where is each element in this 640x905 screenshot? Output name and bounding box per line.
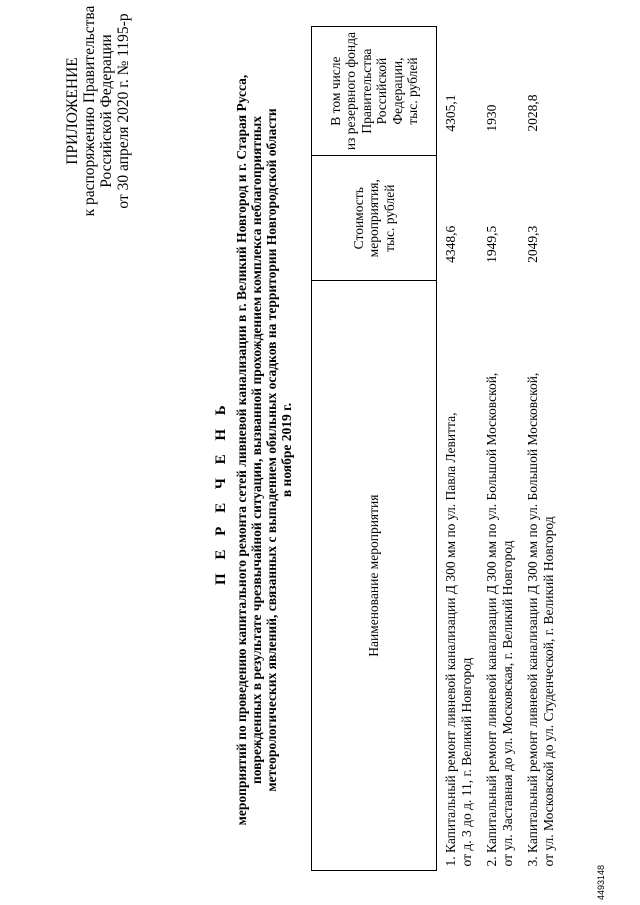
appendix-federation: Российской Федерации — [98, 34, 115, 188]
table-row — [437, 27, 485, 871]
title-line: мероприятий по проведению капитального ремонта сетей ливневой канализации в г. Великий Новгород и г. Старая Русса, — [234, 74, 249, 826]
measure-reserve: 2028,8 — [525, 94, 540, 132]
header-reserve-fund: В том числе из резервного фонда Правительства Российской Федерации, тыс. рублей — [312, 27, 437, 156]
measure-cost: 4348,6 — [443, 225, 458, 263]
appendix-date-number: от 30 апреля 2020 г. № 1195-р — [115, 13, 132, 209]
document-title — [234, 15, 294, 885]
table-row — [484, 27, 525, 871]
measure-name: 3. Капитальный ремонт ливневой канализации Д 300 мм по ул. Большой Московской, от ул. Московской до ул. Студенческой, г. Великий Новгород — [525, 372, 556, 867]
measure-reserve: 1930 — [484, 104, 499, 132]
measures-table — [311, 26, 566, 871]
table-header-row — [312, 27, 437, 871]
document-heading: П Е Р Е Ч Е Н Ь — [213, 400, 229, 585]
document-code: 4493148 — [596, 864, 606, 900]
appendix-reference: к распоряжению Правительства — [81, 5, 98, 217]
title-line: в ноябре 2019 г. — [279, 402, 294, 498]
appendix-block — [64, 1, 132, 221]
title-line: метеорологических явлений, связанных с выпадением обильных осадков на территории Новгородской области — [264, 108, 279, 792]
table-row — [525, 27, 566, 871]
appendix-title: ПРИЛОЖЕНИЕ — [64, 57, 81, 165]
header-cost: Стоимость мероприятия, тыс. рублей — [312, 156, 437, 281]
measure-name: 2. Капитальный ремонт ливневой канализации Д 300 мм по ул. Большой Московской, от ул. Заставная до ул. Московская, г. Великий Новгород — [484, 372, 515, 867]
measure-name: 1. Капитальный ремонт ливневой канализации Д 300 мм по ул. Павла Левитта, от д. 3 до д. 11, г. Великий Новгород — [443, 412, 474, 867]
measure-cost: 2049,3 — [525, 225, 540, 263]
title-line: поврежденных в результате чрезвычайной ситуации, вызванной прохождением комплекса неблагоприятных — [249, 115, 264, 785]
header-name: Наименование мероприятия — [312, 281, 437, 871]
measure-cost: 1949,5 — [484, 225, 499, 263]
measure-reserve: 4305,1 — [443, 94, 458, 132]
